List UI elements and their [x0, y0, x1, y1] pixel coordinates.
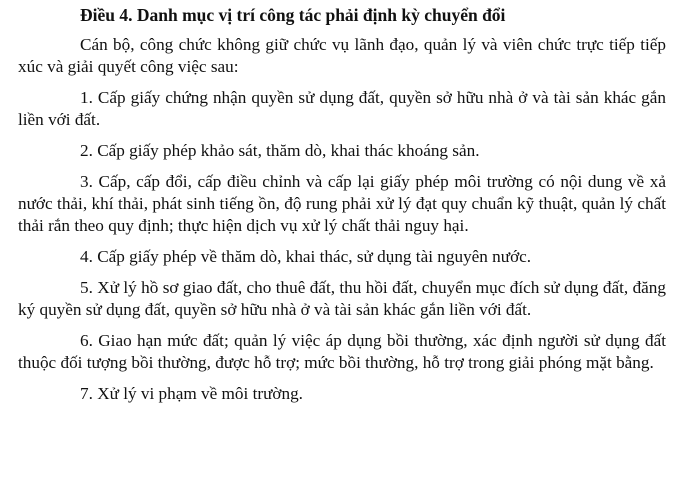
list-item-7: 7. Xử lý vi phạm về môi trường.	[80, 384, 303, 403]
list-item-2: 2. Cấp giấy phép khảo sát, thăm dò, khai thác khoáng sản.	[80, 141, 480, 160]
list-item-3: 3. Cấp, cấp đổi, cấp điều chỉnh và cấp lại giấy phép môi trường có nội dung về xả nước thải, khí thải, phát sinh tiếng ồn, độ rung phải xử lý đạt quy chuẩn kỹ thuật, quản lý chất thải rắn theo quy định; thực hiện dịch vụ xử lý chất thải nguy hại.	[18, 172, 666, 235]
list-item-6: 6. Giao hạn mức đất; quản lý việc áp dụng bồi thường, xác định người sử dụng đất thuộc đối tượng bồi thường, được hỗ trợ; mức bồi thường, hỗ trợ trong giải phóng mặt bằng.	[18, 331, 666, 372]
article-intro: Cán bộ, công chức không giữ chức vụ lãnh đạo, quản lý và viên chức trực tiếp tiếp xúc và giải quyết công việc sau:	[18, 35, 666, 76]
list-item-5: 5. Xử lý hồ sơ giao đất, cho thuê đất, thu hồi đất, chuyển mục đích sử dụng đất, đăng ký quyền sử dụng đất, quyền sở hữu nhà ở và tài sản khác gắn liền với đất.	[18, 278, 666, 319]
article-heading: Điều 4. Danh mục vị trí công tác phải định kỳ chuyển đổi	[80, 5, 506, 25]
list-item-4: 4. Cấp giấy phép về thăm dò, khai thác, sử dụng tài nguyên nước.	[80, 247, 532, 266]
list-item-1: 1. Cấp giấy chứng nhận quyền sử dụng đất, quyền sở hữu nhà ở và tài sản khác gắn liền với đất.	[18, 88, 666, 129]
